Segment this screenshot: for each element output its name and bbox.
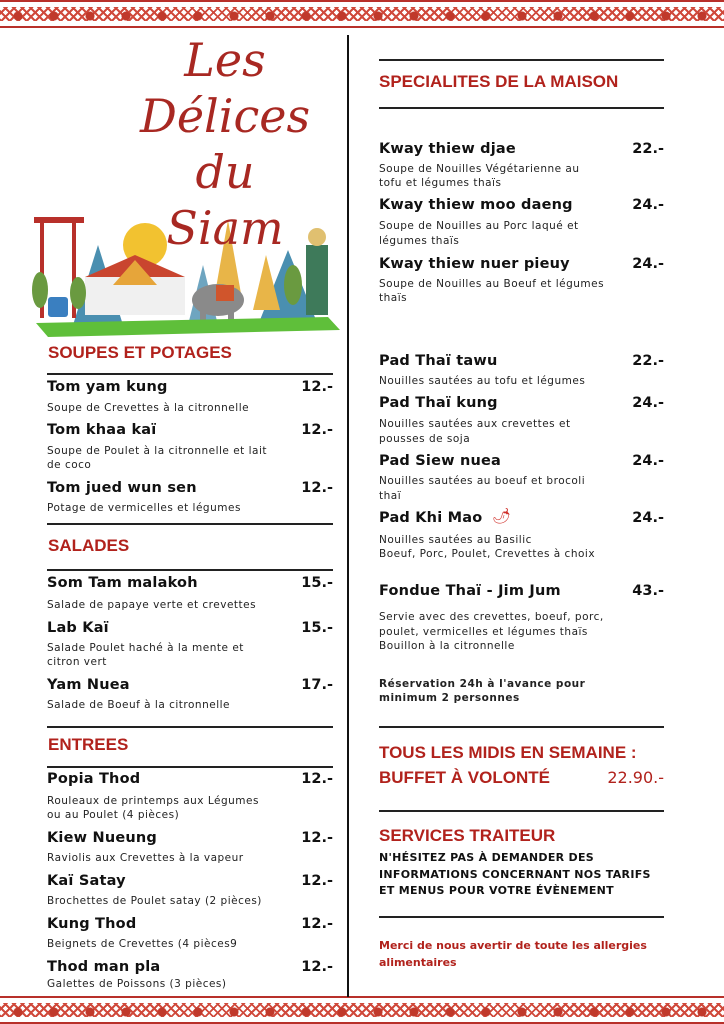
menu-item-description: de coco — [47, 459, 92, 471]
menu-item-name: Fondue Thaï - Jim Jum — [379, 583, 561, 599]
menu-item-name: Thod man pla — [47, 959, 161, 975]
menu-item-price: 12.- — [301, 771, 333, 787]
top-decorative-border — [0, 0, 724, 28]
section-divider — [47, 726, 333, 728]
section-divider — [47, 569, 333, 571]
menu-item-name: Yam Nuea — [47, 677, 130, 693]
allergy-notice: Merci de nous avertir de toute les allergies — [379, 939, 647, 952]
traiteur-info: N'HÉSITEZ PAS À DEMANDER DES — [379, 851, 595, 864]
menu-item-price: 22.- — [632, 141, 664, 157]
menu-item-description: citron vert — [47, 656, 107, 668]
menu-item-description: Brochettes de Poulet satay (2 pièces) — [47, 895, 262, 907]
section-divider — [47, 766, 333, 768]
section-divider — [47, 373, 333, 375]
menu-item-description: Bouillon à la citronnelle — [379, 640, 515, 652]
menu-item-description: poulet, vermicelles et légumes thaïs — [379, 626, 588, 638]
menu-item-name: Lab Kaï — [47, 620, 109, 636]
title-line: Siam — [166, 201, 284, 255]
menu-item-description: Nouilles sautées au boeuf et brocoli — [379, 475, 586, 487]
title-line: Délices du — [139, 89, 311, 199]
menu-item-price: 12.- — [301, 916, 333, 932]
menu-item-price: 22.- — [632, 353, 664, 369]
chili-pepper-icon: 🌶 — [492, 507, 512, 525]
section-heading: SERVICES TRAITEUR — [379, 826, 556, 845]
traiteur-info: ET MENUS POUR VOTRE ÉVÈNEMENT — [379, 884, 614, 897]
menu-item-description: Soupe de Poulet à la citronnelle et lait — [47, 445, 268, 457]
menu-item-price: 12.- — [301, 830, 333, 846]
menu-item-price: 12.- — [301, 873, 333, 889]
menu-item-description: ou au Poulet (4 pièces) — [47, 809, 180, 821]
menu-item-description: Soupe de Nouilles au Boeuf et légumes — [379, 278, 605, 290]
menu-item-name: Kaï Satay — [47, 873, 126, 889]
menu-item-description: Salade de Boeuf à la citronnelle — [47, 699, 230, 711]
menu-item-description: Salade de papaye verte et crevettes — [47, 599, 257, 611]
buffet-price: 22.90.- — [607, 768, 664, 787]
menu-item-price: 15.- — [301, 575, 333, 591]
section-divider — [379, 810, 664, 812]
menu-item-description: Soupe de Crevettes à la citronnelle — [47, 402, 250, 414]
menu-item-name: Kway thiew djae — [379, 141, 516, 157]
menu-item-description: Soupe de Nouilles au Porc laqué et — [379, 220, 579, 232]
menu-item-name: Kung Thod — [47, 916, 137, 932]
menu-item-name: Pad Thaï kung — [379, 395, 498, 411]
menu-item-price: 24.- — [632, 197, 664, 213]
title-line: Les — [184, 33, 266, 87]
menu-item-name: Tom khaa kaï — [47, 422, 157, 438]
restaurant-logo-title — [110, 32, 340, 256]
menu-item-description: Beignets de Crevettes (4 pièces9 — [47, 938, 238, 950]
menu-item-price: 12.- — [301, 422, 333, 438]
menu-item-price: 12.- — [301, 379, 333, 395]
section-heading: SOUPES ET POTAGES — [48, 343, 232, 362]
reservation-note: minimum 2 personnes — [379, 692, 520, 704]
menu-item-description: tofu et légumes thaïs — [379, 177, 502, 189]
column-divider — [347, 35, 349, 997]
section-divider — [379, 726, 664, 728]
menu-item-name: Kiew Nueung — [47, 830, 158, 846]
traiteur-info: INFORMATIONS CONCERNANT NOS TARIFS — [379, 867, 651, 881]
section-heading: SALADES — [48, 536, 130, 555]
section-divider — [379, 916, 664, 918]
menu-item-name: Kway thiew moo daeng — [379, 197, 573, 213]
section-divider — [379, 107, 664, 109]
menu-item-description: Nouilles sautées au Basilic — [379, 534, 532, 546]
menu-item-description: pousses de soja — [379, 433, 471, 445]
menu-item-name: Pad Siew nuea — [379, 453, 502, 469]
menu-item-description: Rouleaux de printemps aux Légumes — [47, 795, 259, 807]
bottom-decorative-border — [0, 996, 724, 1024]
section-divider — [379, 59, 664, 61]
menu-item-price: 24.- — [632, 256, 664, 272]
section-heading: ENTREES — [48, 735, 129, 754]
menu-item-description: légumes thaïs — [379, 235, 460, 247]
menu-item-price: 12.- — [301, 480, 333, 496]
menu-item-price: 24.- — [632, 453, 664, 469]
menu-item-description: thaïs — [379, 292, 408, 304]
menu-item-name: Pad Khi Mao — [379, 510, 483, 526]
menu-item-name: Som Tam malakoh — [47, 575, 198, 591]
menu-item-description: Boeuf, Porc, Poulet, Crevettes à choix — [379, 548, 596, 560]
menu-item-name: Tom jued wun sen — [47, 480, 197, 496]
menu-item-description: Raviolis aux Crevettes à la vapeur — [47, 852, 244, 864]
menu-item-description: thaï — [379, 490, 402, 502]
menu-item-price: 24.- — [632, 395, 664, 411]
buffet-line: BUFFET À VOLONTÉ — [379, 768, 550, 787]
menu-item-description: Nouilles sautées aux crevettes et — [379, 418, 571, 430]
menu-item-description: Galettes de Poissons (3 pièces) — [47, 978, 227, 990]
menu-item-description: Servie avec des crevettes, boeuf, porc, — [379, 611, 604, 623]
menu-item-price: 24.- — [632, 510, 664, 526]
menu-item-description: Potage de vermicelles et légumes — [47, 502, 241, 514]
menu-item-description: Soupe de Nouilles Végétarienne au — [379, 163, 580, 175]
menu-item-description: Nouilles sautées au tofu et légumes — [379, 375, 586, 387]
menu-item-name: Popia Thod — [47, 771, 141, 787]
menu-item-name: Kway thiew nuer pieuy — [379, 256, 570, 272]
menu-item-price: 12.- — [301, 959, 333, 975]
section-heading: SPECIALITES DE LA MAISON — [379, 72, 619, 91]
menu-item-name: Tom yam kung — [47, 379, 168, 395]
menu-item-name: Pad Thaï tawu — [379, 353, 498, 369]
buffet-line: TOUS LES MIDIS EN SEMAINE : — [379, 743, 637, 762]
allergy-notice: alimentaires — [379, 956, 457, 969]
menu-item-price: 43.- — [632, 583, 664, 599]
menu-item-price: 17.- — [301, 677, 333, 693]
reservation-note: Réservation 24h à l'avance pour — [379, 678, 586, 690]
section-divider — [47, 523, 333, 525]
menu-item-price: 15.- — [301, 620, 333, 636]
menu-item-description: Salade Poulet haché à la mente et — [47, 642, 244, 654]
